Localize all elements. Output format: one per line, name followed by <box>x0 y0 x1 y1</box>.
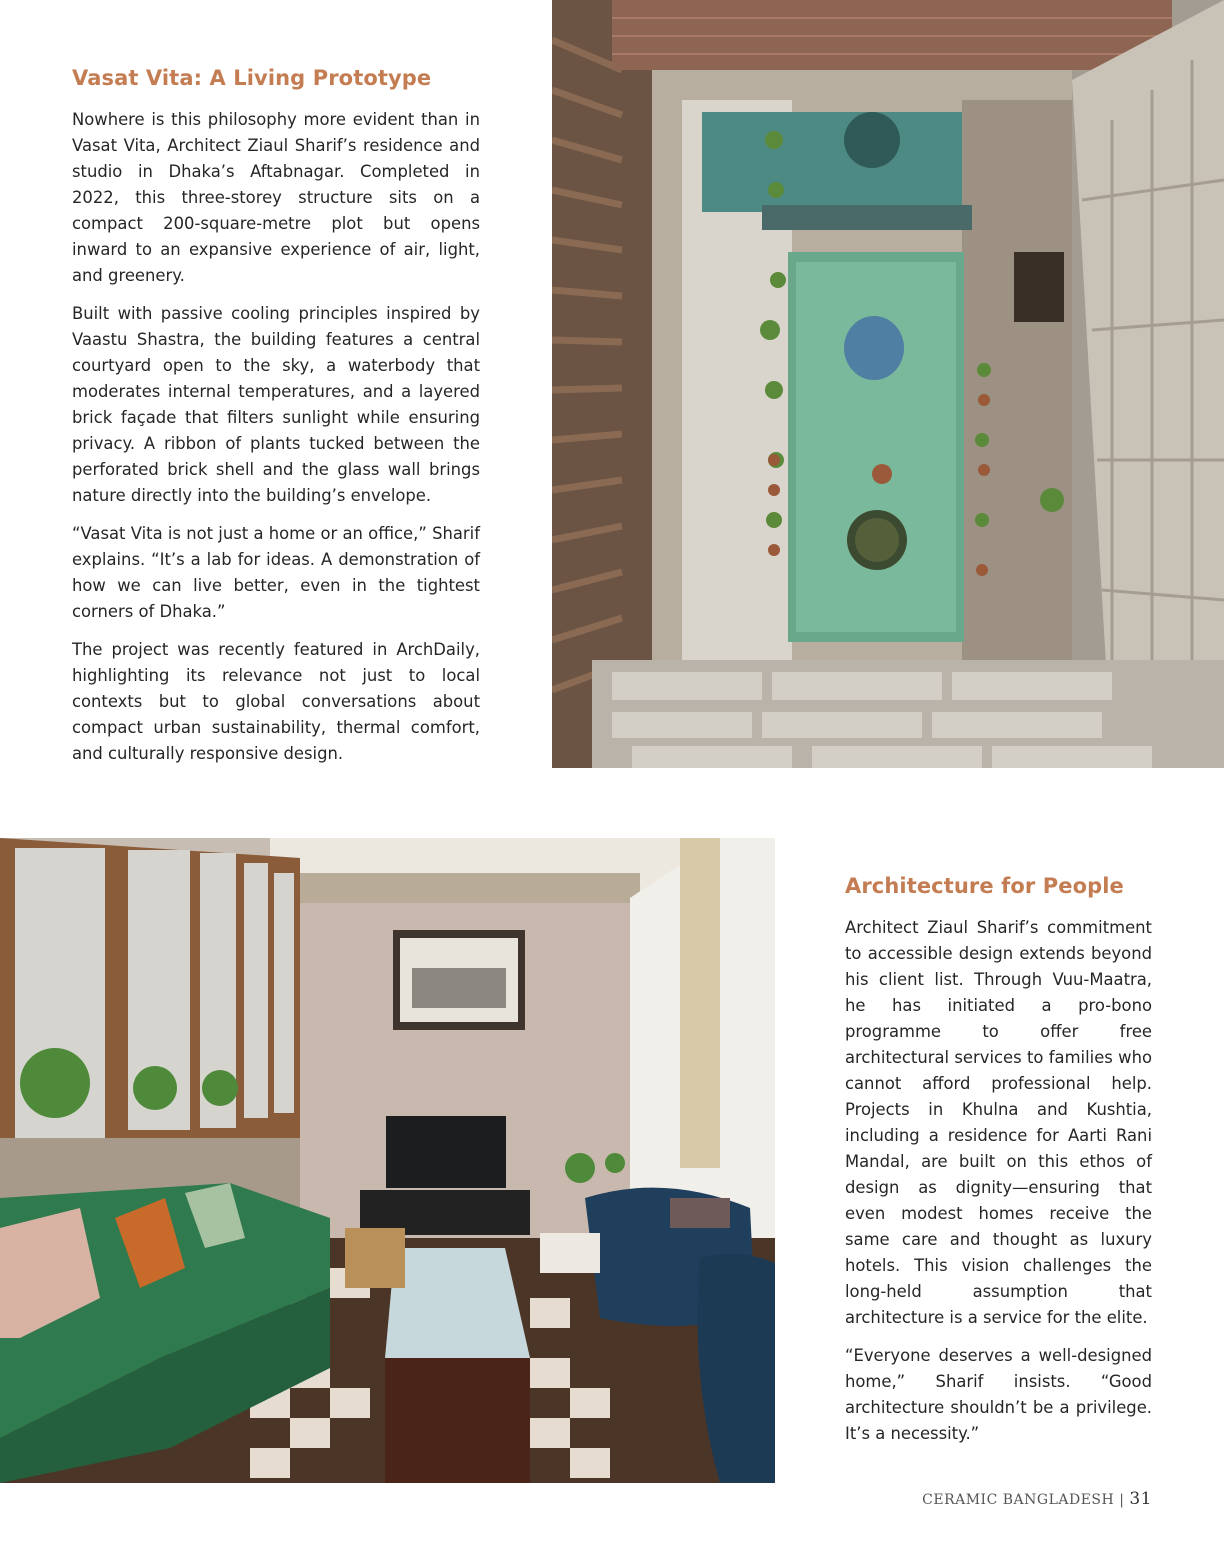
page-number: 31 <box>1129 1489 1152 1509</box>
paragraph: Architect Ziaul Sharif’s commitment to accessible design extends beyond his client list. Through Vuu-Maatra, he has initiated a pro-bono programme to offer free architectural services to families who cannot afford professional help. Projects in Khulna and Kushtia, including a residence for Aarti Rani Mandal, are built on this ethos of design as dignity—ensuring that even modest homes receive the same care and thought as luxury hotels. This vision challenges the long-held assumption that architecture is a service for the elite. <box>845 918 1152 1327</box>
paragraph: The project was recently featured in ArchDaily, highlighting its relevance not just to local contexts but to global conversations about compact urban sustainability, thermal comfort, and culturally responsive design. <box>72 640 480 763</box>
page-footer <box>922 1489 1152 1509</box>
courtyard-photo <box>552 0 1224 768</box>
section-architecture-for-people-body <box>845 915 1152 1459</box>
paragraph: “Vasat Vita is not just a home or an office,” Sharif explains. “It’s a lab for ideas. A demonstration of how we can live better, even in the tightest corners of Dhaka.” <box>72 524 480 621</box>
paragraph: Nowhere is this philosophy more evident than in Vasat Vita, Architect Ziaul Sharif’s residence and studio in Dhaka’s Aftabnagar. Completed in 2022, this three-storey structure sits on a compact 200-square-metre plot but opens inward to an expansive experience of air, light, and greenery. <box>72 110 480 285</box>
section-title-architecture-for-people: Architecture for People <box>845 874 1124 898</box>
section-title-vasat-vita: Vasat Vita: A Living Prototype <box>72 66 432 90</box>
section-vasat-vita-body <box>72 107 480 779</box>
publication-name: CERAMIC BANGLADESH <box>922 1492 1115 1508</box>
paragraph: Built with passive cooling principles inspired by Vaastu Shastra, the building features a central courtyard open to the sky, a waterbody that moderates internal temperatures, and a layered brick façade that filters sunlight while ensuring privacy. A ribbon of plants tucked between the perforated brick shell and the glass wall brings nature directly into the building’s envelope. <box>72 304 480 505</box>
footer-separator: | <box>1119 1492 1125 1508</box>
paragraph: “Everyone deserves a well-designed home,” Sharif insists. “Good architecture shouldn’t be a privilege. It’s a necessity.” <box>845 1346 1152 1443</box>
living-room-photo <box>0 838 775 1483</box>
